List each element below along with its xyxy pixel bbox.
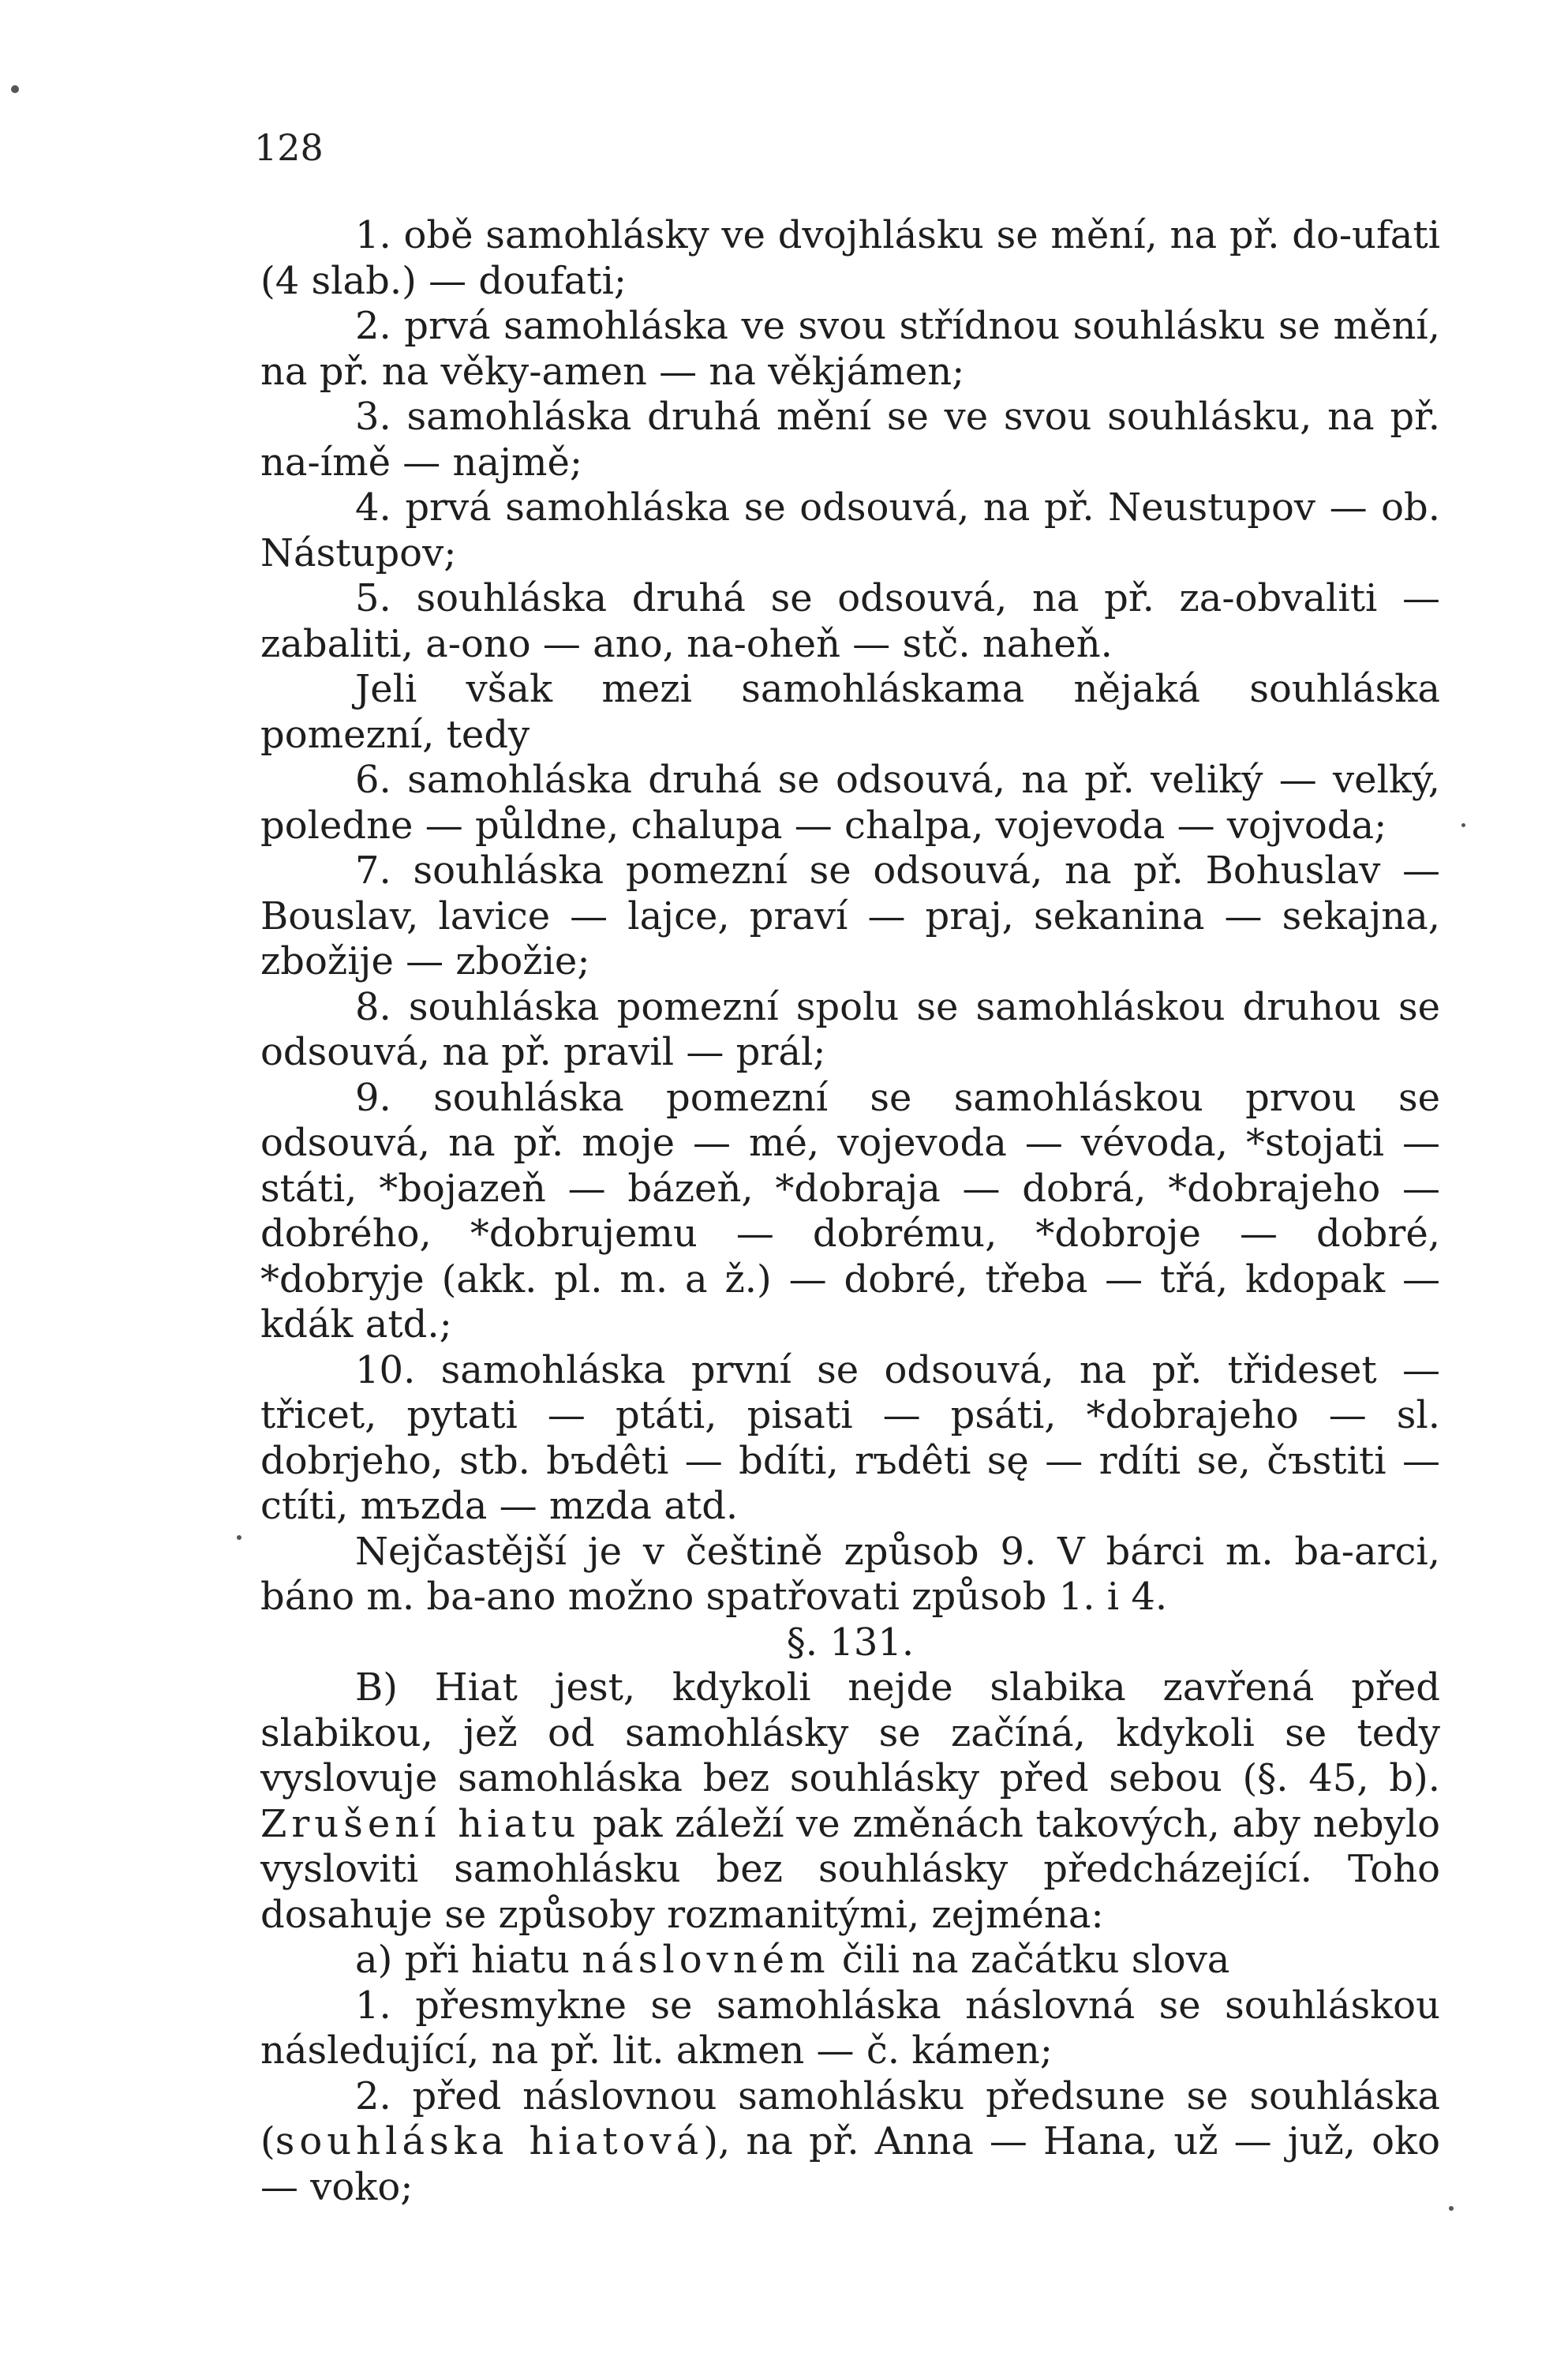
paragraph: 10. samohláska první se odsouvá, na př. třidesеt — třicet, pytati — ptáti, pisati — psáti, *dobrajeho — sl. dobrjeho, stb. bъdêti — bdíti, rъdêti sę — rdíti se, čъstiti — ctíti, mъzda — mzda atd.: [260, 1347, 1440, 1528]
scan-speck: [1461, 823, 1465, 827]
section-heading: §. 131.: [786, 1620, 915, 1665]
emphasis-spaced: náslovném: [582, 1938, 830, 1982]
item-a: [260, 1938, 1440, 1983]
scan-speck: [1449, 2206, 1454, 2211]
paragraph: 5. souhláska druhá se odsouvá, na př. za-obvaliti — zabaliti, a-ono — ano, na-oheň — stč. naheň.: [260, 576, 1440, 666]
page-number: 128: [254, 126, 324, 169]
paragraph: 7. souhláska pomezní se odsouvá, na př. Bohuslav — Bouslav, lavice — lajce, praví — praj, sekanina — sekajna, zbožije — zbožie;: [260, 848, 1440, 983]
paragraph: 3. samohláska druhá mění se ve svou souhlásku, na př. na-ímě — najmě;: [260, 395, 1440, 485]
scan-speck: [237, 1535, 241, 1540]
emphasis-spaced: Zrušení hiatu: [260, 1801, 581, 1846]
scan-speck: [11, 85, 19, 93]
body-text: [260, 213, 1440, 2210]
text-span: čili na začátku slova: [829, 1938, 1230, 1982]
text-span: ), na př. Anna — Hana, už — juž, oko — voko;: [260, 2119, 1441, 2209]
paragraph: 1. obě samohlásky ve dvojhlásku se mění, na př. do-ufati (4 slab.) — doufati;: [260, 213, 1440, 303]
text-span: 2. před náslovnou samohlásku předsune se souhláska (: [260, 2073, 1440, 2163]
paragraph: 2. prvá samohláska ve svou střídnou souhlásku se mění, na př. na věky-amen — na věkjámen;: [260, 304, 1440, 394]
paragraph: 4. prvá samohláska se odsouvá, na př. Neustupov — ob. Nástupov;: [260, 485, 1440, 575]
item-a1: 1. přesmykne se samohláska náslovná se souhláskou následující, na př. lit. akmen — č. kámen;: [260, 1983, 1440, 2073]
paragraph: 9. souhláska pomezní se samohláskou prvou se odsouvá, na př. moje — mé, vojevoda — vévoda, *stojati — státi, *bojazeň — bázeň, *dobraja — dobrá, *dobrajeho — dobrého, *dobrujemu — dobrému, *dobroje — dobré, *dobryje (akk. pl. m. a ž.) — dobré, třeba — třá, kdopak — kdák atd.;: [260, 1075, 1440, 1347]
paragraph: 6. samohláska druhá se odsouvá, na př. veliký — velký, poledne — půldne, chalupa — chalpa, vojevoda — vojvoda;: [260, 758, 1440, 848]
text-span: pak záleží ve změnách takových, aby nebylo vysloviti samohlásku bez souhlásky předcházející. Toho dosahuje se způsoby rozmanitými, zejména:: [260, 1801, 1441, 1937]
paragraph: Jeli však mezi samohláskama nějaká souhláska pomezní, tedy: [260, 667, 1440, 757]
paragraph: 8. souhláska pomezní spolu se samohláskou druhou se odsouvá, na př. pravil — prál;: [260, 984, 1440, 1074]
paragraph: Nejčastější je v češtině způsob 9. V bárci m. ba-arci, báno m. ba-ano možno spatřovati způsob 1. i 4.: [260, 1529, 1440, 1619]
text-span: a) při hiatu: [355, 1938, 582, 1982]
text-span: B) Hiat jest, kdykoli nejde slabika zavřená před slabikou, jež od samohlásky se začíná, kdykoli se tedy vyslovuje samohláska bez souhlásky před sebou (§. 45, b).: [260, 1665, 1440, 1800]
item-a2: [260, 2074, 1440, 2211]
section-intro: [260, 1665, 1440, 1938]
emphasis-spaced: souhláska hiatová: [275, 2119, 704, 2163]
